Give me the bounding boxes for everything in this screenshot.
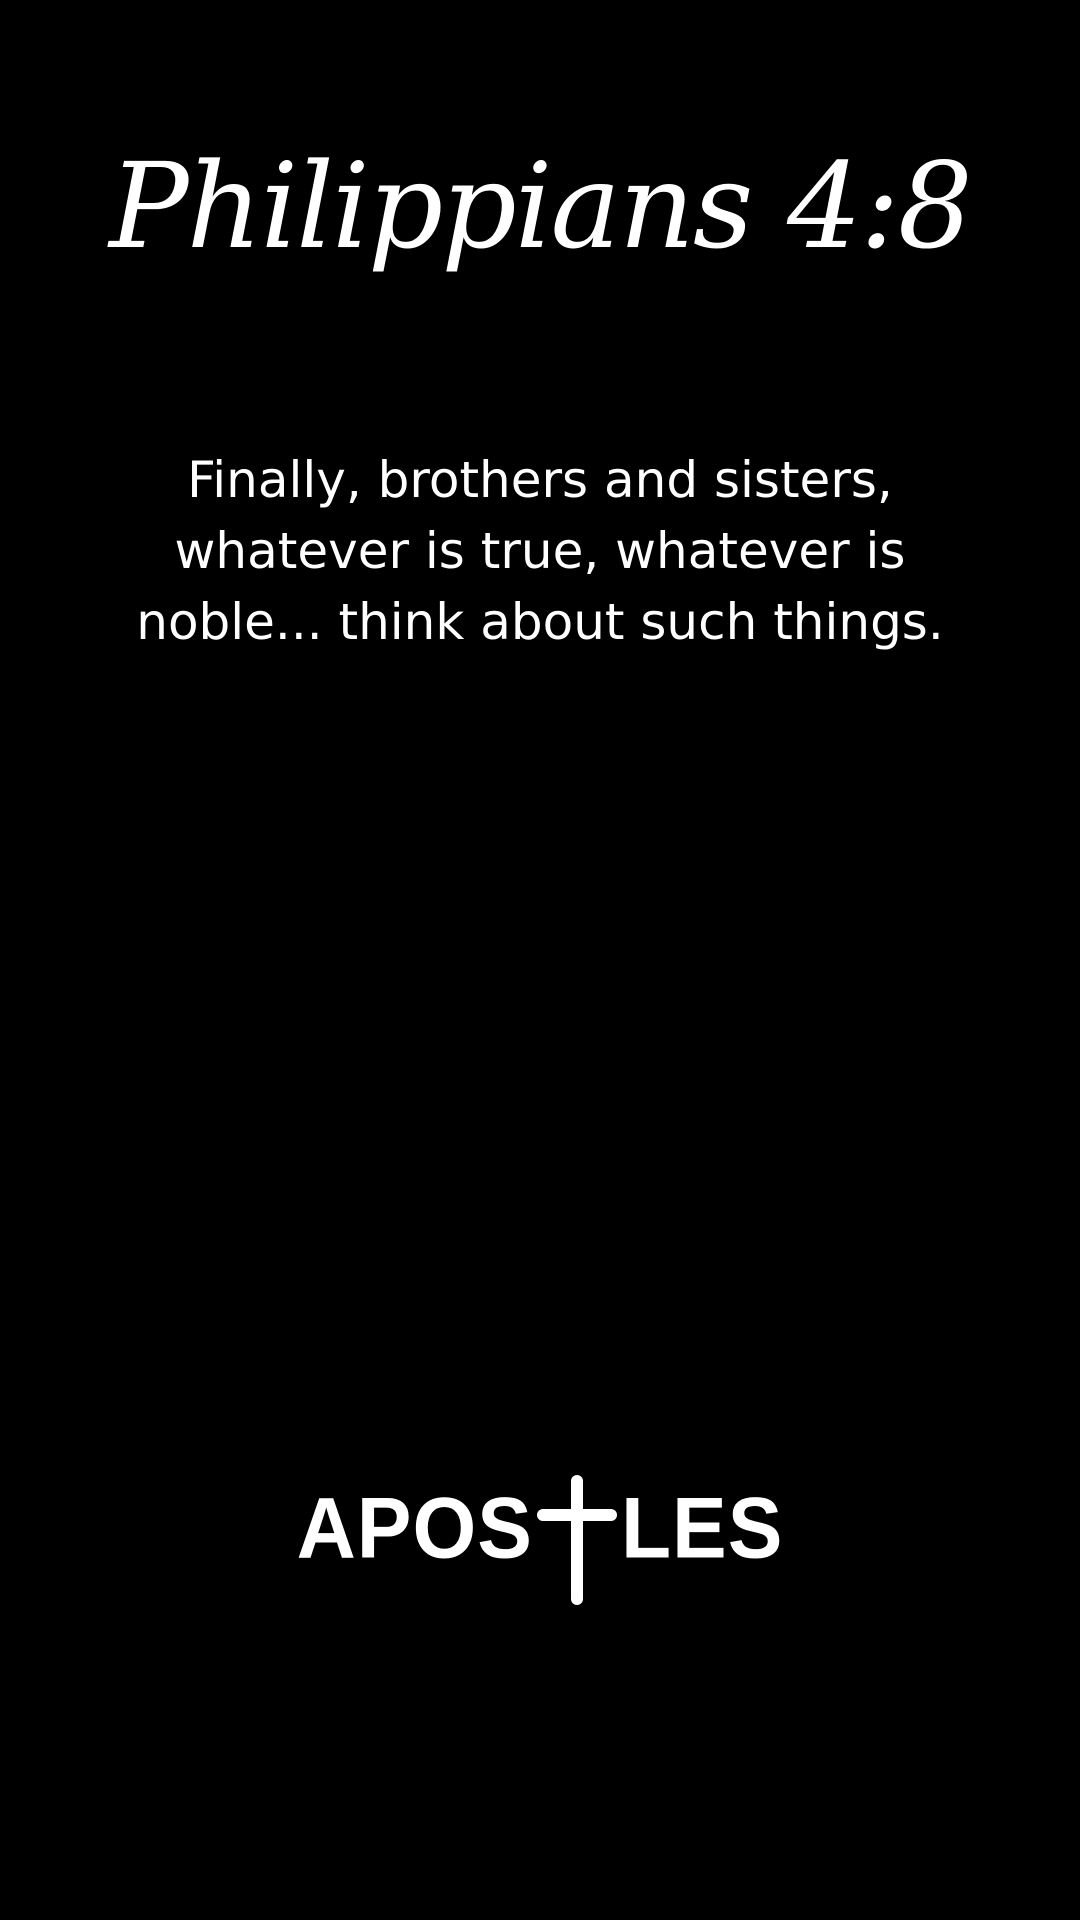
verse-text [100, 445, 980, 658]
logo-text-right: LES [620, 1480, 784, 1577]
cross-icon [537, 1475, 617, 1605]
logo-text-left: APOS [296, 1480, 533, 1577]
cross-horizontal-bar [537, 1509, 617, 1521]
verse-line-1: Finally, brothers and sisters, [187, 451, 893, 509]
verse-line-2: whatever is true, whatever is [174, 522, 906, 580]
verse-reference: Philippians 4:8 [109, 137, 971, 275]
verse-line-3: noble... think about such things. [136, 593, 944, 651]
cross-vertical-bar [571, 1475, 583, 1605]
apostles-logo [0, 1465, 1080, 1605]
